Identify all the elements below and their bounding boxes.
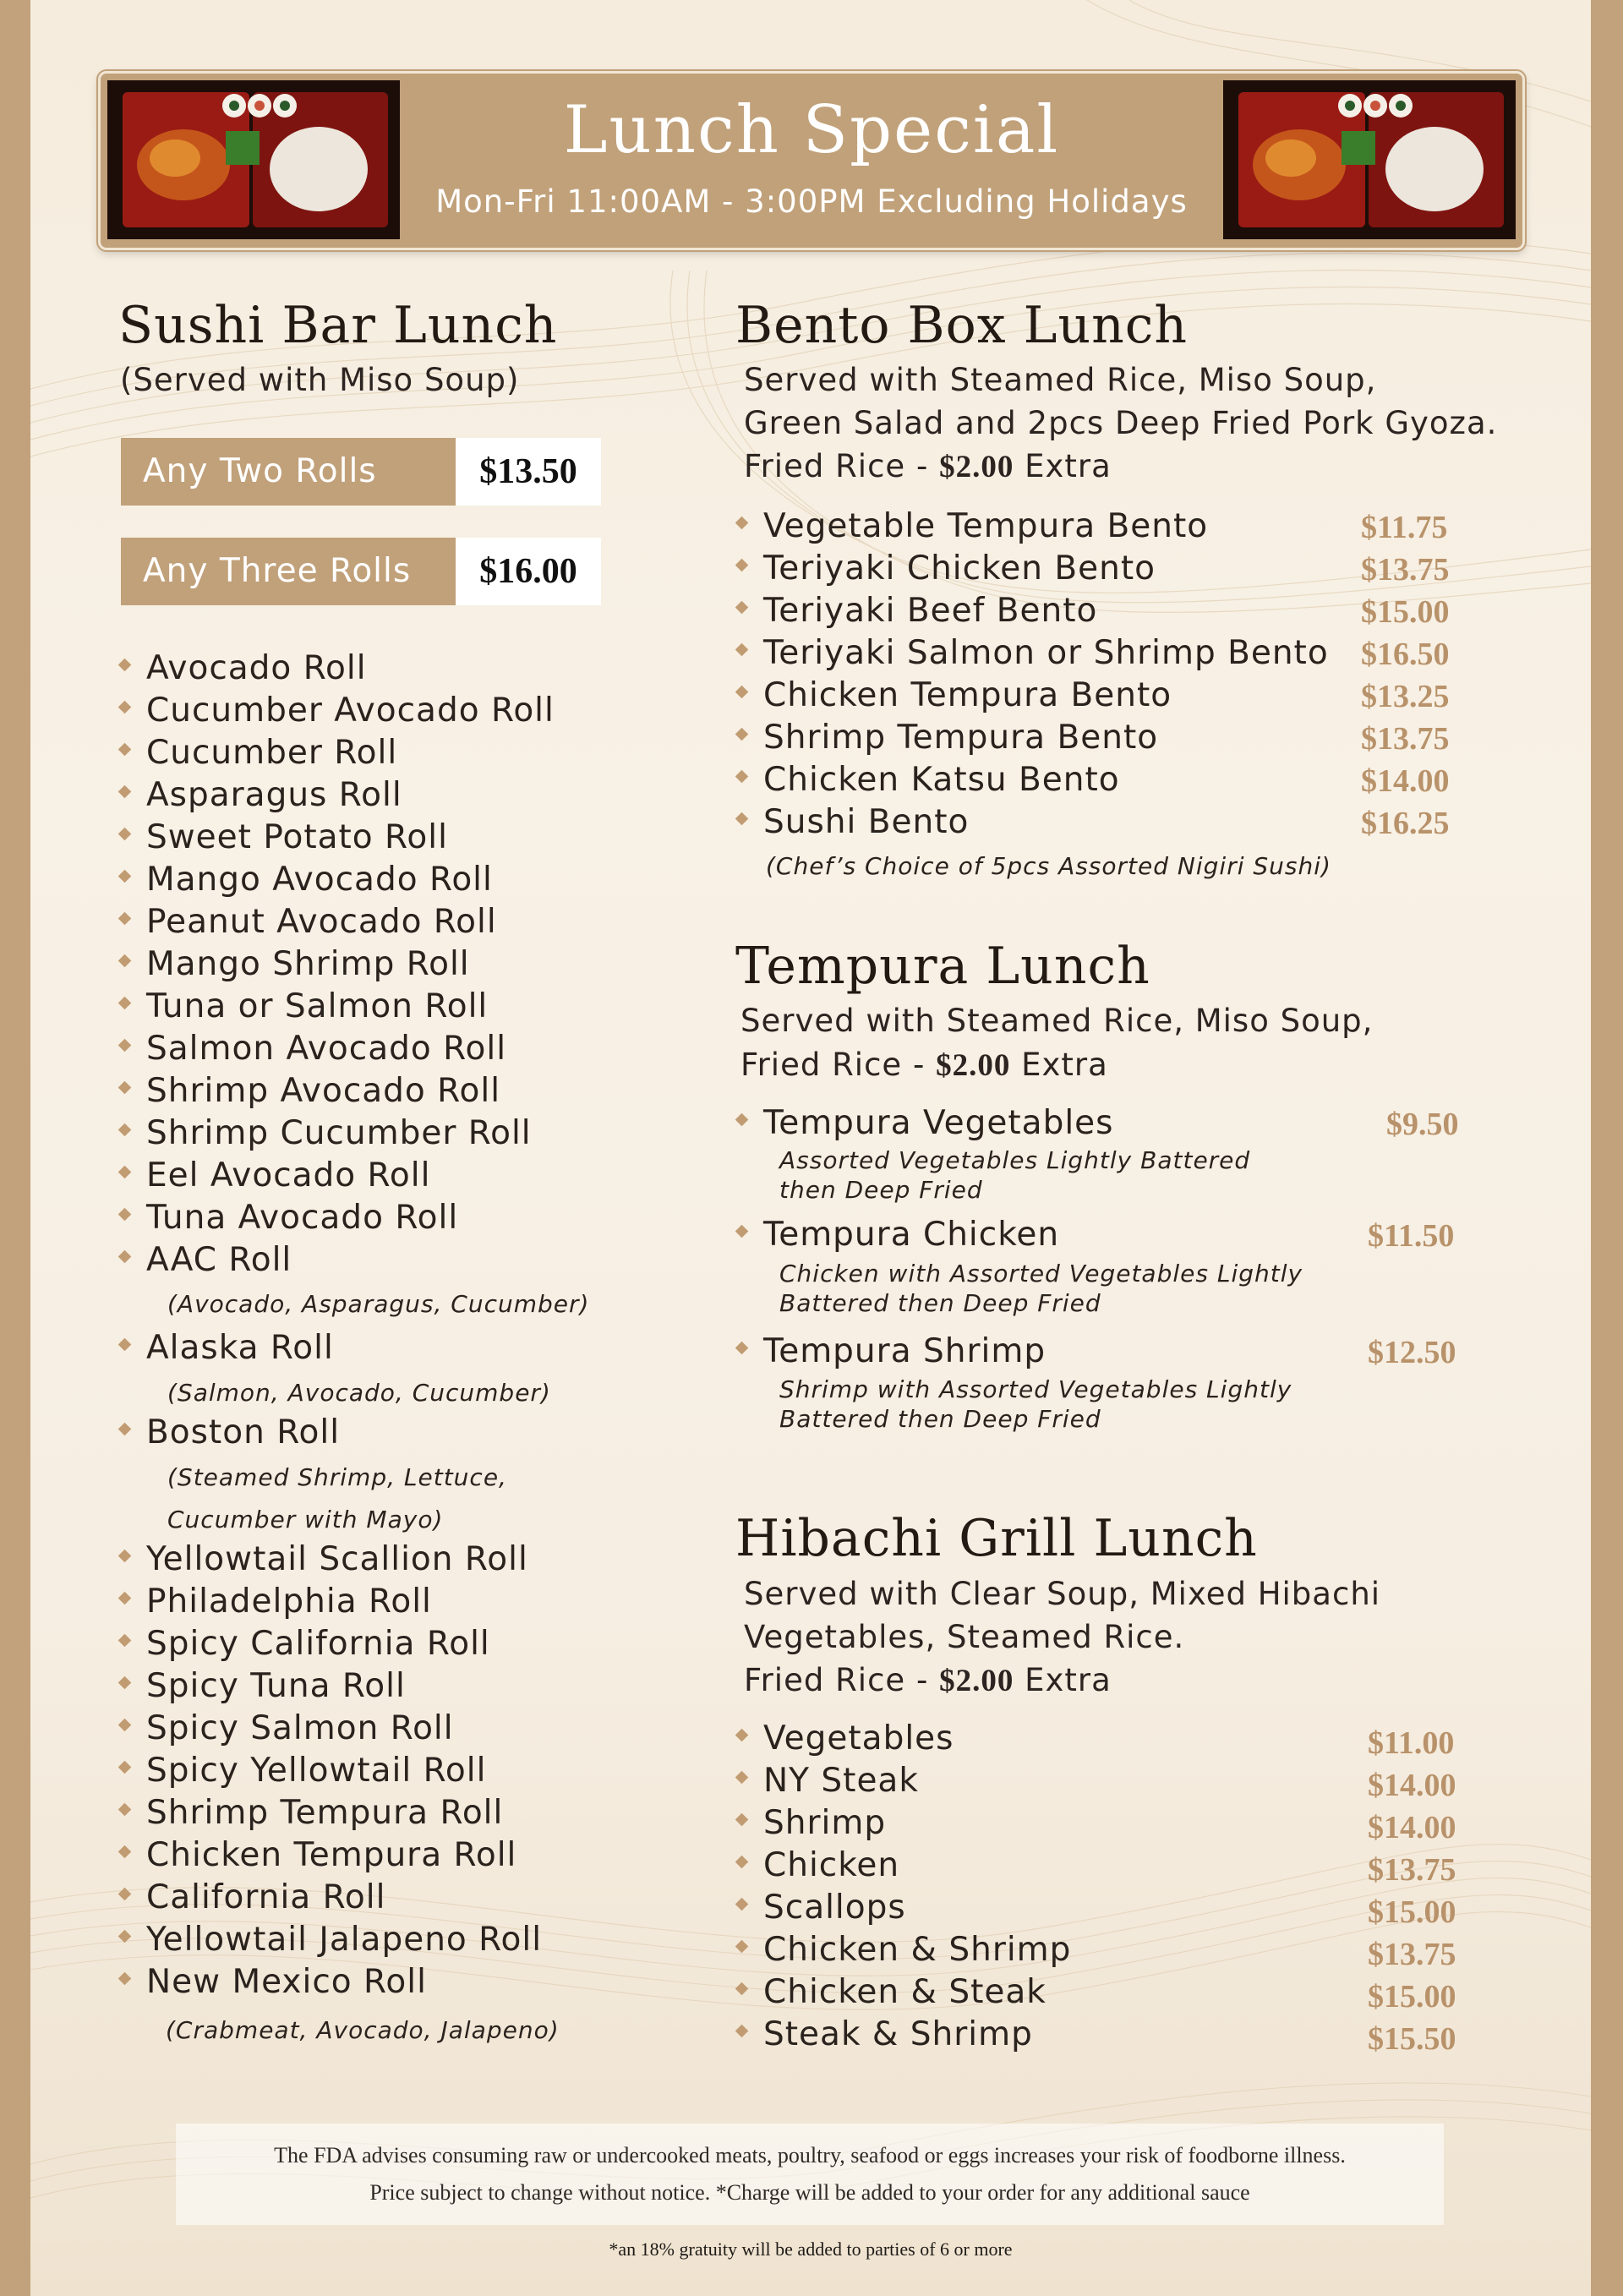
sushi-item: Tuna or Salmon Roll [120,987,488,1025]
tempura-item-price: $11.50 [1368,1218,1455,1254]
tempura-fried-rice-note: Fried Rice - $2.00 Extra [740,1047,1108,1083]
hibachi-item: NY Steak [737,1762,919,1800]
hibachi-item: Vegetables [737,1719,954,1758]
diamond-bullet-icon [735,517,749,530]
diamond-bullet-icon [735,1940,749,1954]
tempura-item-desc: then Deep Fried [779,1176,983,1204]
diamond-bullet-icon [118,1719,132,1732]
hibachi-item-price: $13.75 [1368,1852,1456,1888]
combo-label: Any Three Rolls [143,552,412,590]
diamond-bullet-icon [735,1813,749,1827]
diamond-bullet-icon [118,1250,132,1264]
sushi-item: California Roll [120,1878,385,1916]
diamond-bullet-icon [118,1676,132,1690]
bento-served-line-2: Green Salad and 2pcs Deep Fried Pork Gyoza. [744,405,1498,441]
menu-paper [30,0,1591,2296]
diamond-bullet-icon [735,559,749,572]
diamond-bullet-icon [118,912,132,926]
bento-photo-right [1223,80,1516,239]
hibachi-item-price: $11.00 [1368,1725,1455,1761]
page-title: Lunch Special [563,92,1060,168]
diamond-bullet-icon [118,785,132,799]
sushi-item: Asparagus Roll [120,776,402,814]
bento-item: Teriyaki Salmon or Shrimp Bento [737,634,1329,672]
sushi-item-note: (Steamed Shrimp, Lettuce, [167,1463,507,1491]
bento-item-price: $16.25 [1361,806,1450,841]
sushi-item: Spicy California Roll [120,1625,490,1663]
bento-item-price: $14.00 [1361,763,1450,799]
sushi-item: Cucumber Roll [120,734,397,772]
bento-item-price: $13.25 [1361,679,1450,714]
hibachi-item: Chicken & Steak [737,1973,1046,2011]
diamond-bullet-icon [118,1550,132,1563]
hibachi-item: Shrimp [737,1804,886,1842]
hibachi-item-price: $15.00 [1368,1979,1456,2014]
diamond-bullet-icon [735,686,749,699]
diamond-bullet-icon [118,701,132,714]
hibachi-served-line-2: Vegetables, Steamed Rice. [744,1619,1185,1655]
tempura-item-price: $12.50 [1368,1335,1456,1370]
sushi-item: Spicy Salmon Roll [120,1709,454,1747]
diamond-bullet-icon [118,954,132,968]
diamond-bullet-icon [118,1423,132,1436]
gratuity-note: *an 18% gratuity will be added to parties of 6 or more [609,2239,1013,2260]
bento-item: Vegetable Tempura Bento [737,507,1208,545]
hibachi-item-price: $13.75 [1368,1937,1456,1972]
hibachi-served-line-1: Served with Clear Soup, Mixed Hibachi [744,1576,1381,1612]
diamond-bullet-icon [118,1761,132,1774]
diamond-bullet-icon [118,1930,132,1943]
diamond-bullet-icon [735,1113,749,1127]
hibachi-item: Chicken [737,1846,899,1884]
bento-fried-rice-note: Fried Rice - $2.00 Extra [744,448,1112,484]
sushi-item: Spicy Tuna Roll [120,1667,406,1705]
sushi-item-note: (Salmon, Avocado, Cucumber) [167,1379,551,1407]
diamond-bullet-icon [735,728,749,741]
tempura-item: Tempura Vegetables [737,1104,1113,1142]
tempura-item-desc: Chicken with Assorted Vegetables Lightly [779,1260,1303,1287]
combo-price: $13.50 [456,438,601,506]
bento-item-price: $13.75 [1361,552,1450,588]
sushi-item: Avocado Roll [120,649,367,687]
bento-item: Chicken Katsu Bento [737,761,1120,799]
diamond-bullet-icon [735,1771,749,1785]
diamond-bullet-icon [735,2025,749,2038]
sushi-item: Mango Avocado Roll [120,861,493,899]
hibachi-fried-rice-note: Fried Rice - $2.00 Extra [744,1662,1112,1698]
diamond-bullet-icon [735,601,749,615]
combo-label: Any Two Rolls [143,452,377,490]
bento-item-price: $11.75 [1361,510,1448,545]
diamond-bullet-icon [118,1081,132,1095]
diamond-bullet-icon [735,1729,749,1742]
sushi-item: Peanut Avocado Roll [120,903,497,941]
tempura-item-desc: Shrimp with Assorted Vegetables Lightly [779,1375,1292,1403]
diamond-bullet-icon [118,1338,132,1352]
tempura-item-desc: Battered then Deep Fried [779,1405,1101,1433]
sushi-item: Mango Shrimp Roll [120,945,470,983]
fda-disclaimer-box [176,2124,1444,2225]
diamond-bullet-icon [735,1982,749,1996]
bento-item: Teriyaki Beef Bento [737,592,1097,630]
diamond-bullet-icon [735,1342,749,1355]
sushi-item: Yellowtail Jalapeno Roll [120,1921,542,1959]
sushi-item: New Mexico Roll [120,1963,427,2001]
diamond-bullet-icon [118,997,132,1010]
diamond-bullet-icon [118,743,132,757]
tempura-item-desc: Assorted Vegetables Lightly Battered [779,1146,1251,1174]
sushi-item: Alaska Roll [120,1329,334,1367]
diamond-bullet-icon [118,1803,132,1817]
tempura-served-line-1: Served with Steamed Rice, Miso Soup, [740,1003,1374,1039]
diamond-bullet-icon [735,1898,749,1911]
sushi-item: Shrimp Tempura Roll [120,1794,503,1832]
hibachi-item-price: $15.00 [1368,1894,1456,1930]
sushi-item: Cucumber Avocado Roll [120,692,555,730]
bento-item: Sushi Bento [737,803,969,841]
header-banner [98,71,1525,250]
hibachi-item-price: $14.00 [1368,1810,1456,1845]
tempura-item: Tempura Chicken [737,1216,1059,1254]
diamond-bullet-icon [735,643,749,657]
diamond-bullet-icon [735,1856,749,1869]
sushi-item-note: Cucumber with Mayo) [167,1506,444,1533]
tempura-item-price: $9.50 [1386,1107,1459,1142]
hibachi-item-price: $15.50 [1368,2021,1456,2057]
sushi-item: Yellowtail Scallion Roll [120,1540,528,1578]
sushi-item: Philadelphia Roll [120,1583,432,1621]
combo-price: $16.00 [456,538,601,605]
hibachi-item: Scallops [737,1889,906,1927]
sushi-item: Chicken Tempura Roll [120,1836,516,1874]
diamond-bullet-icon [118,1888,132,1901]
hibachi-item-price: $14.00 [1368,1768,1456,1803]
bento-item-price: $16.50 [1361,637,1450,672]
diamond-bullet-icon [118,870,132,883]
diamond-bullet-icon [118,659,132,672]
diamond-bullet-icon [118,1166,132,1179]
sushi-item: Salmon Avocado Roll [120,1030,506,1068]
sushi-item: AAC Roll [120,1241,292,1279]
tempura-item: Tempura Shrimp [737,1332,1046,1370]
diamond-bullet-icon [118,1039,132,1052]
tempura-item-desc: Battered then Deep Fried [779,1289,1101,1317]
sushi-served-note: (Served with Miso Soup) [120,362,520,398]
diamond-bullet-icon [735,812,749,826]
bento-item-price: $13.75 [1361,721,1450,757]
hibachi-item: Steak & Shrimp [737,2015,1033,2053]
sushi-section-title: Sushi Bar Lunch [118,296,558,355]
sushi-item-note: (Avocado, Asparagus, Cucumber) [167,1290,590,1318]
page-subtitle: Mon-Fri 11:00AM - 3:00PM Excluding Holidays [435,183,1188,220]
bento-section-title: Bento Box Lunch [735,296,1189,355]
sushi-item: Shrimp Avocado Roll [120,1072,500,1110]
bento-item: Teriyaki Chicken Bento [737,549,1156,588]
sushi-item: Spicy Yellowtail Roll [120,1752,486,1790]
diamond-bullet-icon [118,1634,132,1648]
sushi-item: Shrimp Cucumber Roll [120,1114,532,1152]
diamond-bullet-icon [735,770,749,784]
sushi-item-note: (Crabmeat, Avocado, Jalapeno) [166,2016,560,2044]
bento-item-price: $15.00 [1361,594,1450,630]
diamond-bullet-icon [118,1123,132,1137]
sushi-item: Eel Avocado Roll [120,1156,430,1194]
bento-item-note: (Chef’s Choice of 5pcs Assorted Nigiri Sushi) [766,852,1331,880]
fda-disclaimer-line-1: The FDA advises consuming raw or undercooked meats, poultry, seafood or eggs increases your risk of foodborne illness. [274,2143,1346,2168]
fda-disclaimer-line-2: Price subject to change without notice. *Charge will be added to your order for any additional sauce [369,2180,1250,2205]
diamond-bullet-icon [118,1592,132,1605]
diamond-bullet-icon [118,828,132,841]
sushi-item: Tuna Avocado Roll [120,1199,458,1237]
sushi-item: Boston Roll [120,1413,340,1451]
diamond-bullet-icon [118,1845,132,1859]
diamond-bullet-icon [735,1225,749,1238]
hibachi-section-title: Hibachi Grill Lunch [735,1509,1258,1568]
hibachi-item: Chicken & Shrimp [737,1931,1071,1969]
diamond-bullet-icon [118,1208,132,1222]
bento-served-line-1: Served with Steamed Rice, Miso Soup, [744,362,1377,398]
bento-item: Chicken Tempura Bento [737,676,1172,714]
tempura-section-title: Tempura Lunch [735,937,1150,996]
diamond-bullet-icon [118,1972,132,1986]
sushi-item: Sweet Potato Roll [120,818,448,856]
bento-item: Shrimp Tempura Bento [737,719,1158,757]
